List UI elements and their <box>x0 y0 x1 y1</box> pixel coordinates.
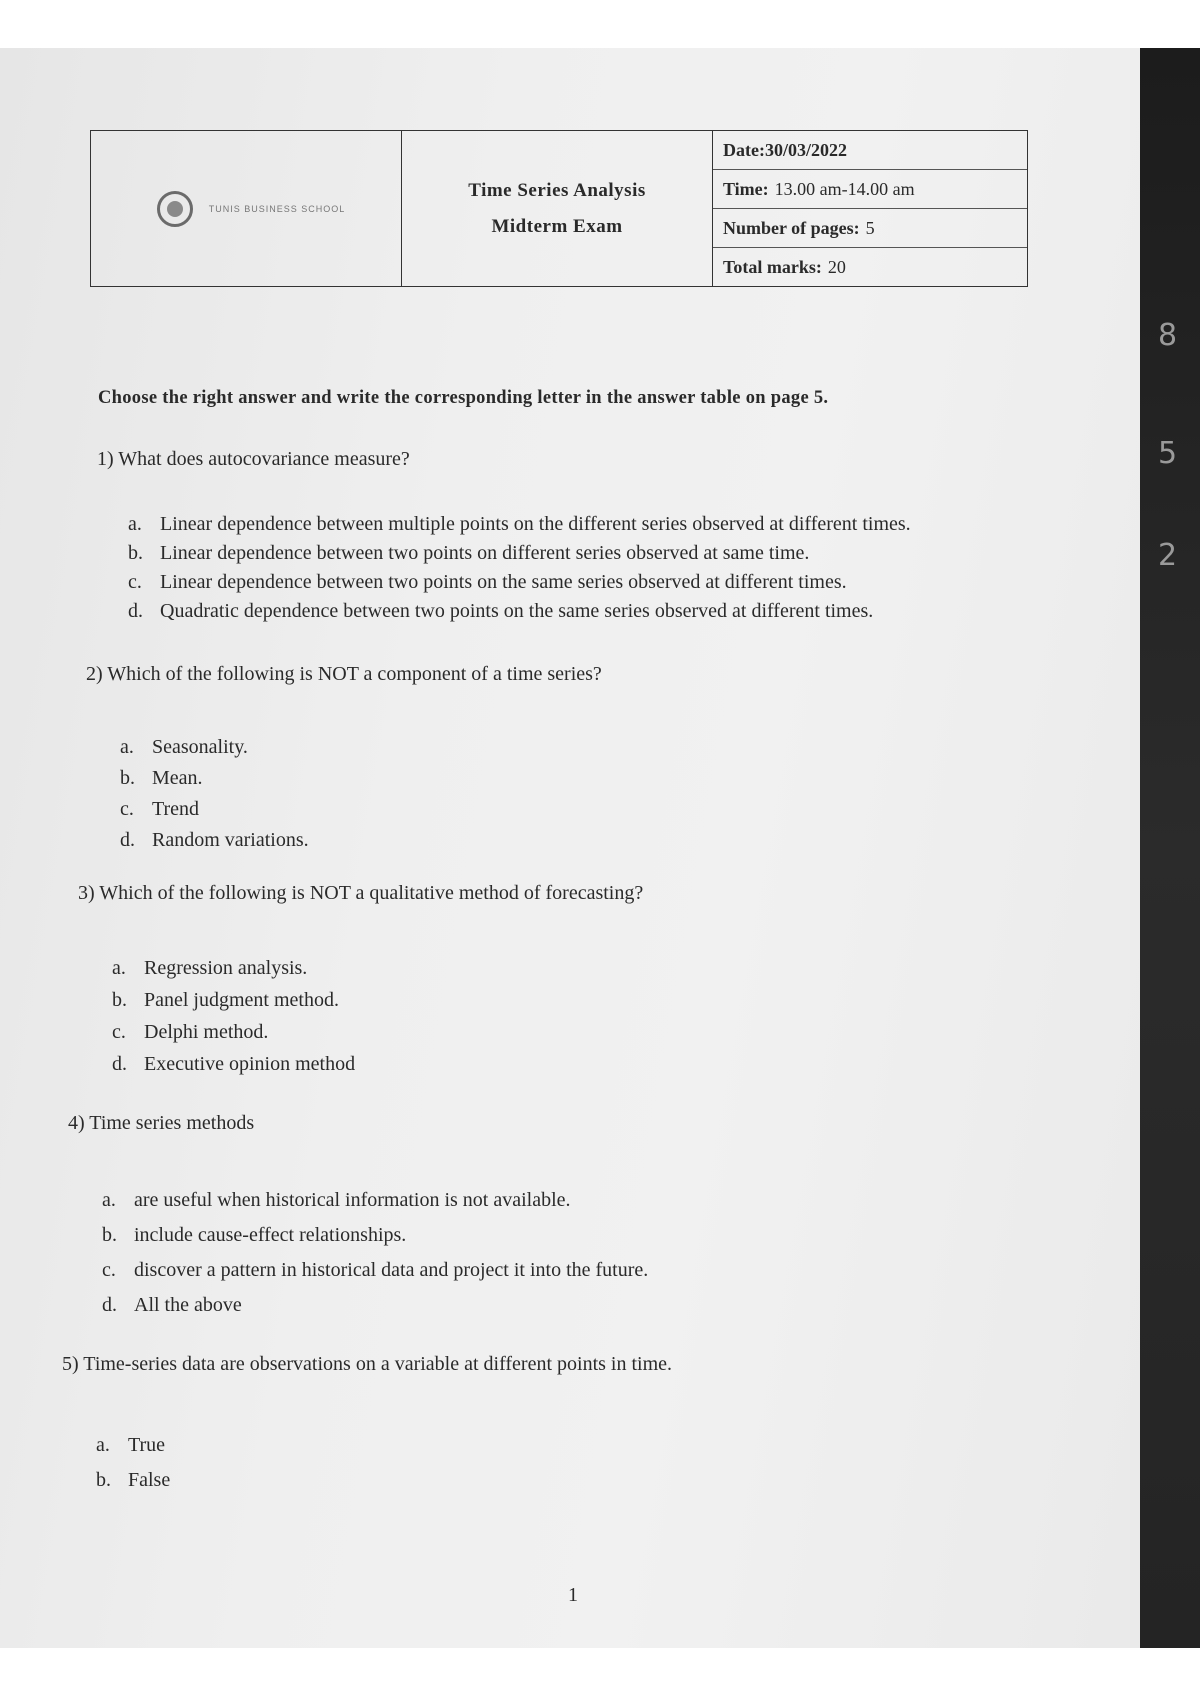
school-logo-icon <box>147 189 203 229</box>
option-letter: a. <box>120 736 134 758</box>
option <box>120 825 309 856</box>
time-row <box>713 170 1027 209</box>
option-letter: d. <box>112 1053 127 1075</box>
option <box>102 1183 648 1218</box>
time-label: Time: <box>723 178 769 199</box>
marks-row <box>713 248 1027 286</box>
option-text: Panel judgment method. <box>144 989 339 1011</box>
pages-value: 5 <box>865 217 875 238</box>
option <box>120 732 309 763</box>
option <box>102 1218 648 1253</box>
document-photo <box>0 48 1200 1648</box>
option-letter: c. <box>128 571 142 593</box>
option <box>102 1253 648 1288</box>
school-logo-text: TUNIS BUSINESS SCHOOL <box>208 203 346 214</box>
option <box>128 539 911 568</box>
pages-label: Number of pages: <box>723 217 860 238</box>
option-letter: b. <box>128 542 143 564</box>
marks-value: 20 <box>827 256 846 277</box>
date-row <box>713 131 1027 170</box>
edge-glyph: 2 <box>1158 538 1178 573</box>
option <box>102 1288 648 1323</box>
option-letter: c. <box>112 1021 126 1043</box>
question-5-options <box>96 1428 170 1498</box>
option <box>112 984 355 1016</box>
option-text: All the above <box>134 1294 242 1316</box>
edge-glyph: 8 <box>1158 318 1178 353</box>
option-text: Regression analysis. <box>144 957 308 979</box>
exam-date: Date:30/03/2022 <box>723 139 847 160</box>
logo-cell <box>91 131 402 286</box>
background-edge <box>1140 48 1200 1648</box>
option-letter: a. <box>102 1189 116 1211</box>
option-letter: b. <box>96 1469 111 1491</box>
option-text: Seasonality. <box>152 736 248 758</box>
option-letter: d. <box>128 600 143 622</box>
question-1: 1) What does autocovariance measure? <box>97 448 410 470</box>
edge-glyph: 5 <box>1158 436 1178 471</box>
option <box>112 952 355 984</box>
option-letter: d. <box>120 829 135 851</box>
option-letter: d. <box>102 1294 117 1316</box>
option-text: Quadratic dependence between two points on the same series observed at different times. <box>160 600 874 622</box>
option-text: Trend <box>152 798 200 820</box>
option-text: include cause-effect relationships. <box>134 1224 407 1246</box>
option-text: Linear dependence between two points on different series observed at same time. <box>160 542 810 564</box>
question-2: 2) Which of the following is NOT a component of a time series? <box>86 663 602 685</box>
exam-header-table <box>90 130 1028 287</box>
option-letter: a. <box>112 957 126 979</box>
option-text: False <box>128 1469 171 1491</box>
question-2-options <box>120 732 309 856</box>
option-text: Executive opinion method <box>144 1053 356 1075</box>
exam-page <box>0 48 1140 1648</box>
option-text: Mean. <box>152 767 203 789</box>
option-text: Delphi method. <box>144 1021 269 1043</box>
course-title: Time Series Analysis <box>468 179 646 201</box>
option-letter: a. <box>128 513 142 535</box>
option-letter: b. <box>112 989 127 1011</box>
option-text: True <box>128 1434 166 1456</box>
option-text: Random variations. <box>152 829 309 851</box>
pages-row <box>713 209 1027 248</box>
option <box>120 763 309 794</box>
title-cell <box>402 131 713 286</box>
question-5: 5) Time-series data are observations on a variable at different points in time. <box>62 1353 673 1375</box>
option <box>128 568 911 597</box>
option <box>128 510 911 539</box>
question-4: 4) Time series methods <box>68 1112 255 1134</box>
exam-title: Midterm Exam <box>491 215 623 237</box>
option-letter: a. <box>96 1434 110 1456</box>
question-1-options <box>128 510 911 626</box>
time-value: 13.00 am-14.00 am <box>774 178 915 199</box>
page-number: 1 <box>568 1584 578 1606</box>
question-4-options <box>102 1183 648 1323</box>
option-text: discover a pattern in historical data and project it into the future. <box>134 1259 649 1281</box>
option <box>96 1463 170 1498</box>
option-letter: c. <box>102 1259 116 1281</box>
option <box>112 1048 355 1080</box>
instructions: Choose the right answer and write the corresponding letter in the answer table on page 5. <box>98 388 829 408</box>
question-3-options <box>112 952 355 1080</box>
option-text: Linear dependence between multiple points on the different series observed at different times. <box>160 513 911 535</box>
option-text: Linear dependence between two points on the same series observed at different times. <box>160 571 847 593</box>
option <box>96 1428 170 1463</box>
option <box>112 1016 355 1048</box>
option <box>128 597 911 626</box>
option-letter: c. <box>120 798 134 820</box>
info-cell <box>713 131 1027 286</box>
marks-label: Total marks: <box>723 256 822 277</box>
option-text: are useful when historical information is not available. <box>134 1189 571 1211</box>
option <box>120 794 309 825</box>
question-3: 3) Which of the following is NOT a qualitative method of forecasting? <box>78 882 644 904</box>
option-letter: b. <box>120 767 135 789</box>
option-letter: b. <box>102 1224 117 1246</box>
